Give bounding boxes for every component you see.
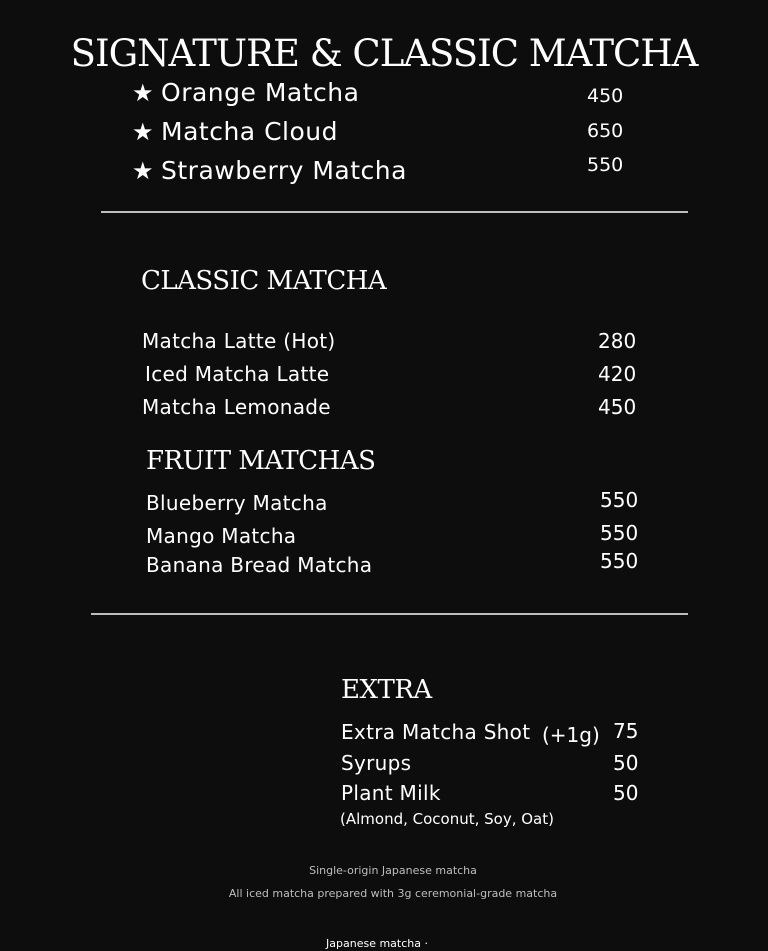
item-price: 450: [598, 395, 637, 419]
star-icon: ★: [132, 157, 155, 185]
item-name: Blueberry Matcha: [146, 491, 328, 515]
item-name: Extra Matcha Shot: [341, 720, 531, 744]
item-price: 550: [600, 521, 639, 545]
star-icon: ★: [132, 79, 155, 107]
plant-milk-options: (Almond, Coconut, Soy, Oat): [340, 810, 554, 828]
item-name: Strawberry Matcha: [161, 156, 407, 185]
item-price: 450: [587, 85, 624, 107]
item-name: Matcha Latte (Hot): [142, 329, 336, 353]
item-name: Iced Matcha Latte: [145, 362, 330, 386]
classic-matcha-heading: CLASSIC MATCHA: [141, 266, 387, 296]
extra-heading: EXTRA: [341, 675, 432, 705]
item-price: 550: [600, 549, 639, 573]
item-name: Orange Matcha: [161, 78, 360, 107]
footnote: All iced matcha prepared with 3g ceremonial-grade matcha: [228, 887, 558, 900]
signature-item-orange-matcha: [132, 78, 359, 108]
item-price: 75: [613, 719, 639, 743]
signature-item-strawberry-matcha: [132, 156, 407, 186]
footnote: Japanese matcha ·: [326, 937, 428, 950]
item-price: 550: [587, 154, 624, 176]
item-name: Banana Bread Matcha: [146, 553, 373, 577]
footnote: Single-origin Japanese matcha: [309, 864, 477, 877]
section-divider: [101, 211, 688, 213]
item-name: Matcha Lemonade: [142, 395, 331, 419]
item-name: Matcha Cloud: [161, 117, 338, 146]
item-name: Plant Milk: [341, 781, 441, 805]
signature-item-matcha-cloud: [132, 117, 338, 147]
item-name: Mango Matcha: [146, 524, 297, 548]
section-divider: [91, 613, 688, 615]
menu-title: SIGNATURE & CLASSIC MATCHA: [70, 31, 698, 75]
item-name: Syrups: [341, 751, 412, 775]
fruit-matchas-heading: FRUIT MATCHAS: [146, 446, 376, 476]
item-price: 50: [613, 751, 639, 775]
item-price: 420: [598, 362, 637, 386]
item-price: 280: [598, 329, 637, 353]
item-price: 50: [613, 781, 639, 805]
item-price: 550: [600, 488, 639, 512]
star-icon: ★: [132, 118, 155, 146]
item-price: 650: [587, 120, 624, 142]
item-note: (+1g): [542, 723, 600, 747]
